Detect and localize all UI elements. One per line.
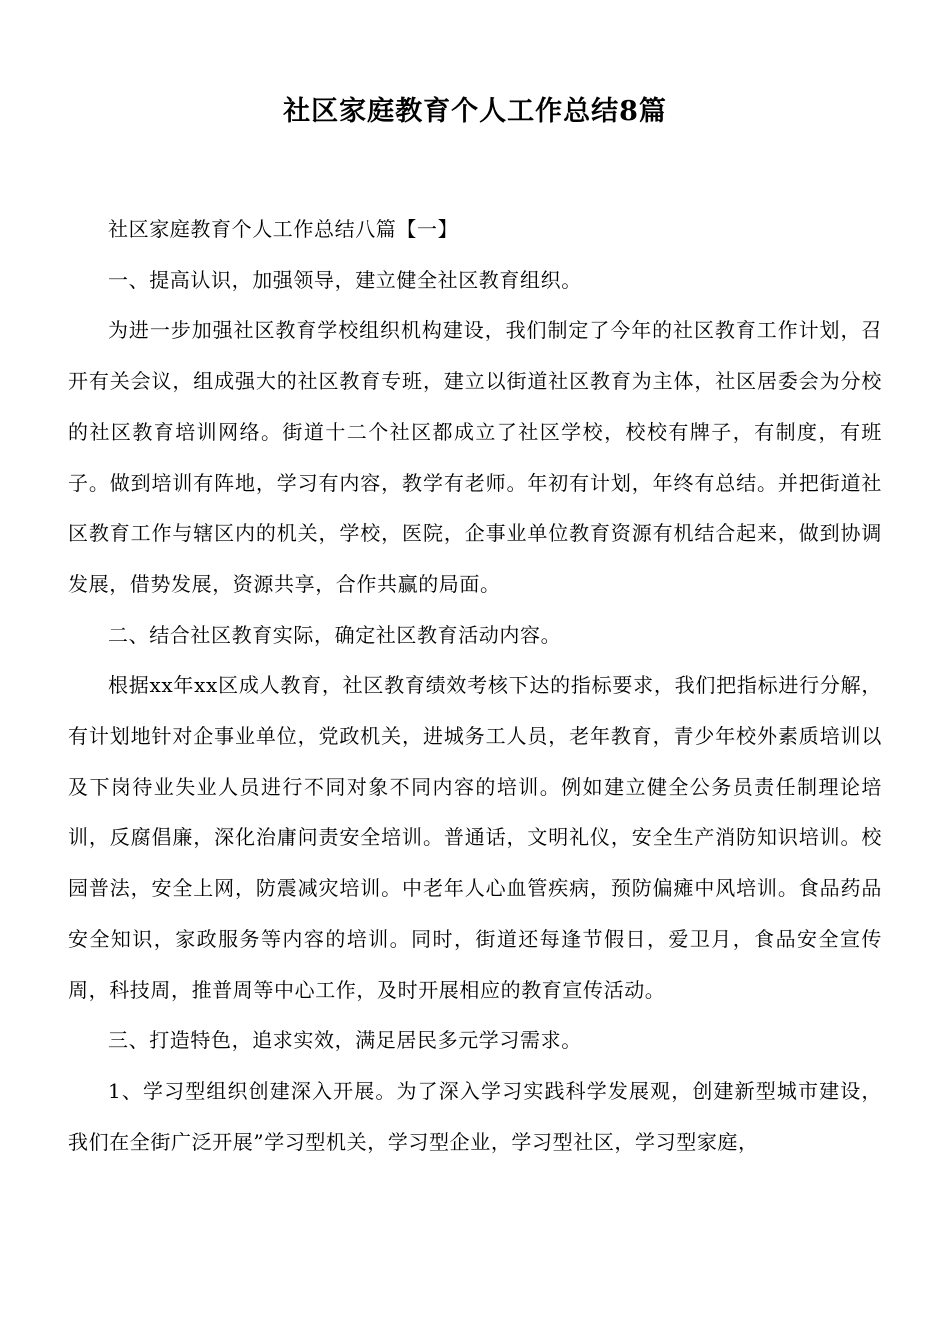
document-title: 社区家庭教育个人工作总结8篇 <box>283 96 667 127</box>
paragraph-organization: 为进一步加强社区教育学校组织机构建设，我们制定了今年的社区教育工作计划，召开有关会议，组成强大的社区教育专班，建立以街道社区教育为主体，社区居委会为分校的社区教育培训网络。街道十二个社区都成立了社区学校，校校有牌子，有制度，有班子。做到培训有阵地，学习有内容，教学有老师。年初有计划，年终有总结。并把街道社区教育工作与辖区内的机关，学校，医院，企事业单位教育资源有机结合起来，做到协调发展，借势发展，资源共享，合作共赢的局面。 <box>68 318 882 596</box>
heading-one: 一、提高认识，加强领导，建立健全社区教育组织。 <box>108 267 582 292</box>
paragraph-training-content: 根据xx年xx区成人教育，社区教育绩效考核下达的指标要求，我们把指标进行分解，有计划地针对企事业单位，党政机关，进城务工人员，老年教育，青少年校外素质培训以及下岗待业失业人员进行不同对象不同内容的培训。例如建立健全公务员责任制理论培训，反腐倡廉，深化治庸问责安全培训。普通话，文明礼仪，安全生产消防知识培训。校园普法，安全上网，防震减灾培训。中老年人心血管疾病，预防偏瘫中风培训。食品药品安全知识，家政服务等内容的培训。同时，街道还每逢节假日，爱卫月，食品安全宣传周，科技周，推普周等中心工作，及时开展相应的教育宣传活动。 <box>68 673 882 1002</box>
document-body <box>68 204 882 1167</box>
heading-two: 二、结合社区教育实际，确定社区教育活动内容。 <box>108 622 562 647</box>
section-heading-part-one: 社区家庭教育个人工作总结八篇【一】 <box>108 217 459 241</box>
heading-three: 三、打造特色，追求实效，满足居民多元学习需求。 <box>108 1028 582 1053</box>
paragraph-learning-organizations: 1、学习型组织创建深入开展。为了深入学习实践科学发展观，创建新型城市建设，我们在全街广泛开展”学习型机关，学习型企业，学习型社区，学习型家庭， <box>68 1078 882 1154</box>
